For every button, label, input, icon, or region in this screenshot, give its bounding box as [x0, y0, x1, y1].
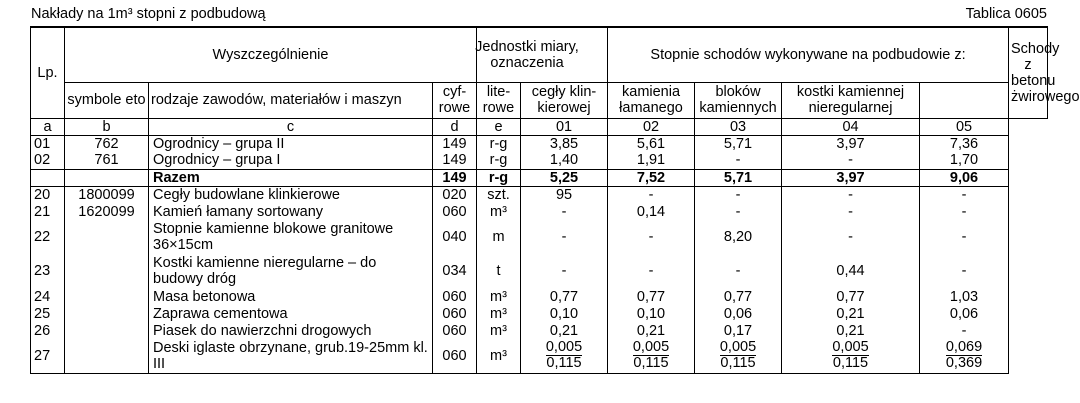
- col-lp-header: Lp.: [31, 27, 65, 118]
- col-stopnie-header: Stopnie schodów wykonywane na podbudowie z:: [608, 27, 1009, 82]
- row-value-kostki: 3,97: [782, 169, 920, 186]
- table-number: Tablica 0605: [965, 6, 1047, 22]
- row-value-kamienia: 0,21: [608, 322, 695, 339]
- row-name: Stopnie kamienne blokowe granitowe 36×15cm: [149, 220, 433, 254]
- letter-cell: a: [31, 118, 65, 135]
- col-rodzaje-header: rodzaje zawodów, materiałów i maszyn: [149, 82, 433, 118]
- col-kamienia-header: kamienia łamanego: [608, 82, 695, 118]
- row-unit-numeric: 040: [433, 220, 477, 254]
- row-value-kamienia: 1,91: [608, 152, 695, 169]
- letter-cell: b: [65, 118, 149, 135]
- row-value-kamienia: -: [608, 186, 695, 203]
- column-letters-row: [31, 118, 1048, 135]
- row-lp: 27: [31, 339, 65, 373]
- row-value-kostki: -: [782, 152, 920, 169]
- row-value-kostki: 0,21: [782, 322, 920, 339]
- row-value-kostki: 0,44: [782, 254, 920, 288]
- row-value-cegly: 0,21: [521, 322, 608, 339]
- row-name: Masa betonowa: [149, 288, 433, 305]
- row-value-blokow: 0,17: [695, 322, 782, 339]
- row-unit-numeric: 020: [433, 186, 477, 203]
- table-title: Nakłady na 1m³ stopni z podbudową: [31, 6, 266, 22]
- row-value-cegly: -: [521, 254, 608, 288]
- row-value-kamienia: 0,14: [608, 203, 695, 220]
- row-value-schody: -: [920, 254, 1009, 288]
- row-value-kostki: 0,21: [782, 305, 920, 322]
- row-value-blokow: 5,71: [695, 169, 782, 186]
- col-symbole-header: symbole eto: [65, 82, 149, 118]
- row-value-kamienia: 0,005 0,115: [608, 339, 695, 373]
- row-lp: 26: [31, 322, 65, 339]
- table-row: [31, 203, 1048, 220]
- row-value-blokow: -: [695, 152, 782, 169]
- row-unit-letter: szt.: [477, 186, 521, 203]
- row-value-kamienia: -: [608, 254, 695, 288]
- table-row: [31, 322, 1048, 339]
- row-name: Kostki kamienne nieregularne – do budowy dróg: [149, 254, 433, 288]
- row-name: Cegły budowlane klinkierowe: [149, 186, 433, 203]
- row-unit-numeric: 034: [433, 254, 477, 288]
- row-value-blokow: 0,06: [695, 305, 782, 322]
- row-value-kostki: 0,005 0,115: [782, 339, 920, 373]
- letter-cell: 01: [521, 118, 608, 135]
- row-value-kostki: -: [782, 220, 920, 254]
- row-symbol: 1620099: [65, 203, 149, 220]
- row-lp: 20: [31, 186, 65, 203]
- row-unit-letter: r-g: [477, 135, 521, 152]
- row-value-schody: -: [920, 322, 1009, 339]
- col-blokow-header: bloków kamiennych: [695, 82, 782, 118]
- row-value-kostki: 0,77: [782, 288, 920, 305]
- row-unit-letter: r-g: [477, 152, 521, 169]
- header-row-1: [31, 27, 1048, 82]
- row-lp: 23: [31, 254, 65, 288]
- row-unit-numeric: 060: [433, 288, 477, 305]
- row-unit-numeric: 149: [433, 135, 477, 152]
- row-unit-numeric: 060: [433, 339, 477, 373]
- col-jednostki-header: Jednostki miary, oznaczenia: [477, 27, 608, 82]
- row-value-cegly: 3,85: [521, 135, 608, 152]
- row-lp: 21: [31, 203, 65, 220]
- table-row: [31, 254, 1048, 288]
- col-literowe-header: lite-rowe: [477, 82, 521, 118]
- row-value-kamienia: 5,61: [608, 135, 695, 152]
- row-value-schody: 1,03: [920, 288, 1009, 305]
- row-symbol: 761: [65, 152, 149, 169]
- row-value-kostki: 3,97: [782, 135, 920, 152]
- row-value-blokow: 0,77: [695, 288, 782, 305]
- col-cyfrowe-header: cyf-rowe: [433, 82, 477, 118]
- row-value-cegly: 5,25: [521, 169, 608, 186]
- row-unit-letter: m³: [477, 288, 521, 305]
- row-unit-letter: r-g: [477, 169, 521, 186]
- row-symbol: [65, 254, 149, 288]
- col-schody-header: Schody z betonu żwirowego: [1009, 27, 1048, 118]
- col-cegly-header: cegły klin-kierowej: [521, 82, 608, 118]
- col-kostki-header: kostki kamiennej nieregularnej: [782, 82, 920, 118]
- row-value-blokow: 8,20: [695, 220, 782, 254]
- row-name: Razem: [149, 169, 433, 186]
- row-value-blokow: 0,005 0,115: [695, 339, 782, 373]
- row-name: Zaprawa cementowa: [149, 305, 433, 322]
- header-row-2: [31, 82, 1048, 118]
- table-row: [31, 288, 1048, 305]
- row-symbol: [65, 288, 149, 305]
- row-value-cegly: 95: [521, 186, 608, 203]
- row-lp: 24: [31, 288, 65, 305]
- row-unit-numeric: 149: [433, 152, 477, 169]
- row-value-blokow: -: [695, 254, 782, 288]
- row-value-schody: 9,06: [920, 169, 1009, 186]
- row-name: Ogrodnicy – grupa I: [149, 152, 433, 169]
- row-value-cegly: 1,40: [521, 152, 608, 169]
- row-value-blokow: -: [695, 203, 782, 220]
- row-unit-letter: m³: [477, 305, 521, 322]
- letter-cell: 04: [782, 118, 920, 135]
- row-value-kamienia: 0,77: [608, 288, 695, 305]
- row-lp: [31, 169, 65, 186]
- table-row: [31, 220, 1048, 254]
- row-symbol: [65, 339, 149, 373]
- row-value-schody: 0,069 0,369: [920, 339, 1009, 373]
- row-value-blokow: -: [695, 186, 782, 203]
- row-symbol: 762: [65, 135, 149, 152]
- row-unit-numeric: 149: [433, 169, 477, 186]
- row-unit-letter: t: [477, 254, 521, 288]
- row-unit-letter: m³: [477, 322, 521, 339]
- row-value-schody: -: [920, 220, 1009, 254]
- row-symbol: [65, 220, 149, 254]
- row-value-schody: 0,06: [920, 305, 1009, 322]
- table-row: [31, 339, 1048, 373]
- table-row: [31, 169, 1048, 186]
- row-name: Ogrodnicy – grupa II: [149, 135, 433, 152]
- row-value-cegly: 0,77: [521, 288, 608, 305]
- row-lp: 22: [31, 220, 65, 254]
- row-lp: 01: [31, 135, 65, 152]
- row-unit-numeric: 060: [433, 203, 477, 220]
- row-value-cegly: -: [521, 220, 608, 254]
- row-unit-numeric: 060: [433, 305, 477, 322]
- row-value-kamienia: 7,52: [608, 169, 695, 186]
- row-unit-letter: m³: [477, 339, 521, 373]
- row-value-schody: 7,36: [920, 135, 1009, 152]
- row-value-kostki: -: [782, 203, 920, 220]
- row-value-cegly: -: [521, 203, 608, 220]
- row-lp: 02: [31, 152, 65, 169]
- letter-cell: c: [149, 118, 433, 135]
- letter-cell: e: [477, 118, 521, 135]
- row-unit-letter: m³: [477, 203, 521, 220]
- row-unit-numeric: 060: [433, 322, 477, 339]
- row-value-schody: -: [920, 186, 1009, 203]
- row-value-blokow: 5,71: [695, 135, 782, 152]
- row-symbol: [65, 169, 149, 186]
- letter-cell: 05: [920, 118, 1009, 135]
- row-symbol: [65, 322, 149, 339]
- letter-cell: 02: [608, 118, 695, 135]
- row-value-kostki: -: [782, 186, 920, 203]
- row-symbol: [65, 305, 149, 322]
- row-symbol: 1800099: [65, 186, 149, 203]
- letter-cell: 03: [695, 118, 782, 135]
- norms-table: [30, 26, 1080, 374]
- table-row: [31, 186, 1048, 203]
- row-name: Deski iglaste obrzynane, grub.19-25mm kl. III: [149, 339, 433, 373]
- table-row: [31, 305, 1048, 322]
- row-value-cegly: 0,10: [521, 305, 608, 322]
- row-value-schody: -: [920, 203, 1009, 220]
- letter-cell: d: [433, 118, 477, 135]
- table-row: [31, 152, 1048, 169]
- row-value-kamienia: 0,10: [608, 305, 695, 322]
- table-row: [31, 135, 1048, 152]
- row-value-schody: 1,70: [920, 152, 1009, 169]
- row-value-kamienia: -: [608, 220, 695, 254]
- row-name: Piasek do nawierzchni drogowych: [149, 322, 433, 339]
- row-name: Kamień łamany sortowany: [149, 203, 433, 220]
- row-value-cegly: 0,005 0,115: [521, 339, 608, 373]
- col-wyszczegolnienie-header: Wyszczególnienie: [65, 27, 477, 82]
- row-lp: 25: [31, 305, 65, 322]
- row-unit-letter: m: [477, 220, 521, 254]
